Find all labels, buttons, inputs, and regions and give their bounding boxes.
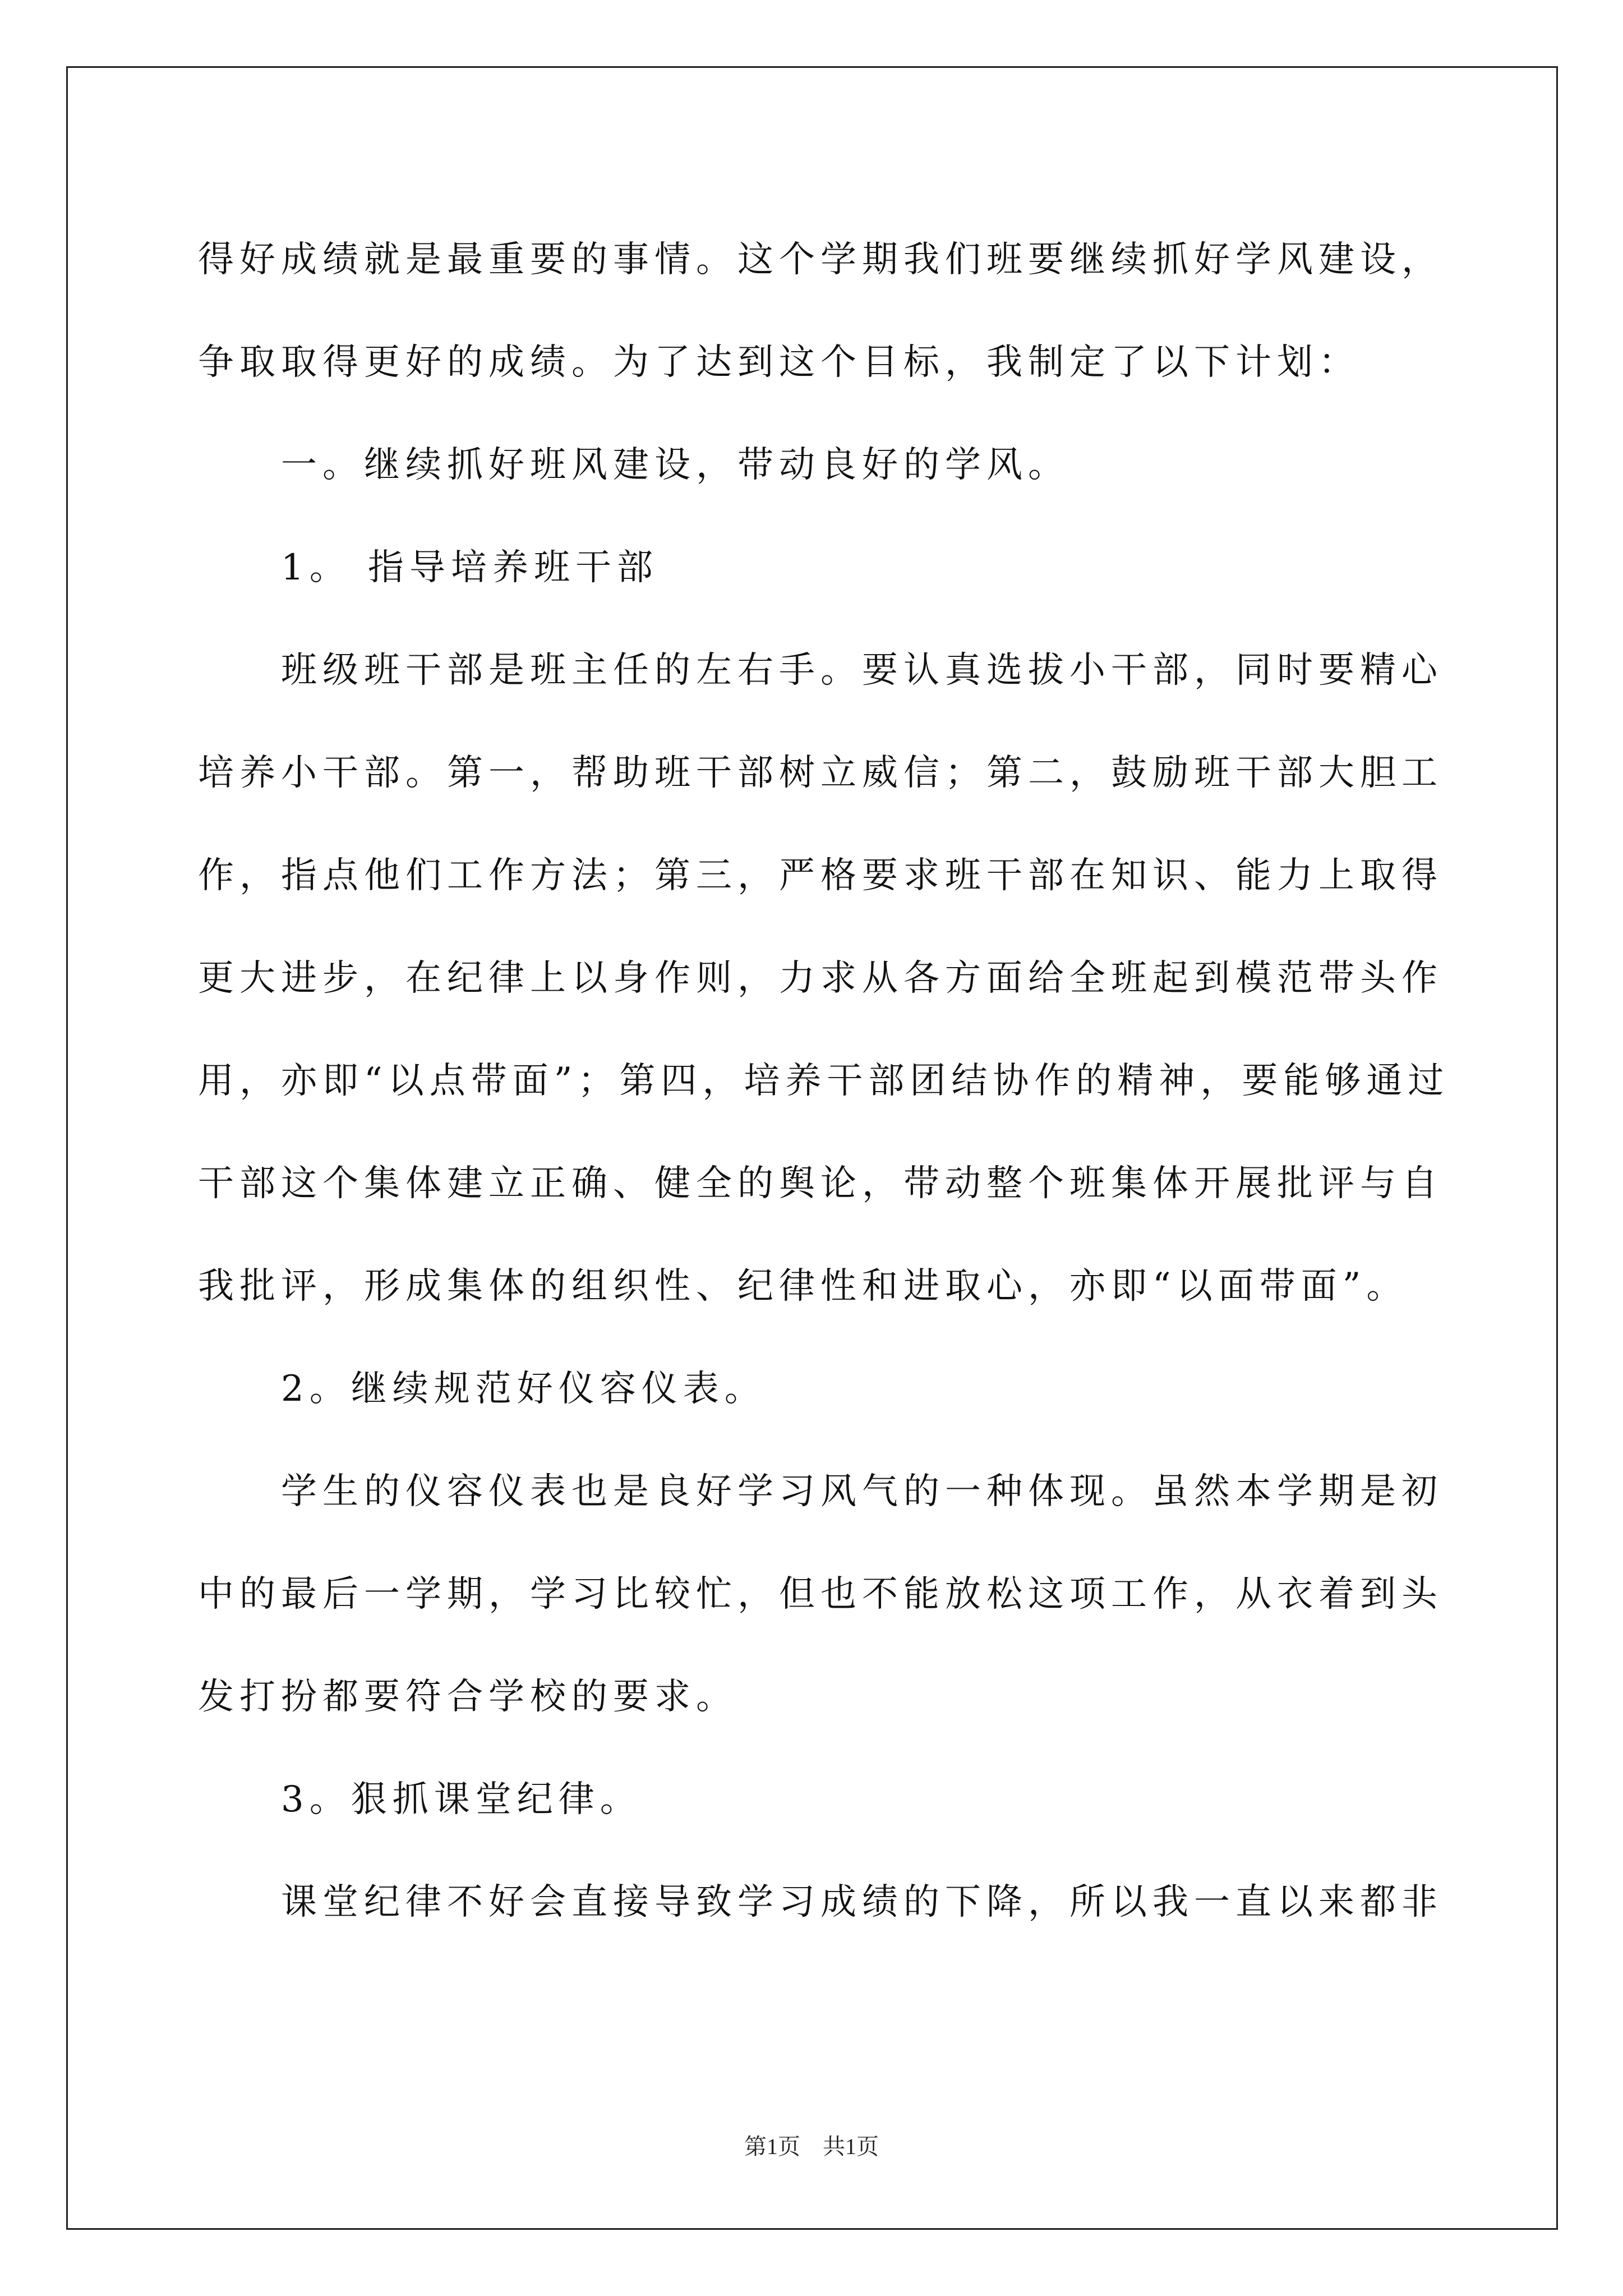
text-line: 一。继续抓好班风建设，带动良好的学风。 xyxy=(281,444,1069,486)
text-line: 学生的仪容仪表也是良好学习风气的一种体现。虽然本学期是初 xyxy=(281,1471,1443,1512)
text-line: 班级班干部是班主任的左右手。要认真选拔小干部，同时要精心 xyxy=(281,650,1443,691)
text-line: 干部这个集体建立正确、健全的舆论，带动整个班集体开展批评与自 xyxy=(198,1163,1443,1204)
text-line: 培养小干部。第一，帮助班干部树立威信；第二，鼓励班干部大胆工 xyxy=(198,752,1443,794)
text-line: 课堂纪律不好会直接导致学习成绩的下降，所以我一直以来都非 xyxy=(281,1881,1443,1923)
text-line: 2。继续规范好仪容仪表。 xyxy=(281,1368,766,1410)
text-line: 作，指点他们工作方法；第三，严格要求班干部在知识、能力上取得 xyxy=(198,855,1443,896)
text-line: 发打扮都要符合学校的要求。 xyxy=(198,1676,737,1718)
document-body xyxy=(198,209,1450,1954)
text-line: 中的最后一学期，学习比较忙，但也不能放松这项工作，从衣着到头 xyxy=(198,1573,1443,1615)
text-line: 争取取得更好的成绩。为了达到这个目标，我制定了以下计划： xyxy=(198,342,1360,383)
text-line: 更大进步，在纪律上以身作则，力求从各方面给全班起到模范带头作 xyxy=(198,958,1443,999)
text-line: 得好成绩就是最重要的事情。这个学期我们班要继续抓好学风建设， xyxy=(198,239,1443,280)
page-footer: 第1页 共1页 xyxy=(744,2134,879,2159)
text-line: 3。狠抓课堂纪律。 xyxy=(281,1779,642,1820)
text-line: 用，亦即“以点带面”；第四，培养干部团结协作的精神，要能够通过 xyxy=(198,1060,1450,1102)
text-line: 1。 指导培养班干部 xyxy=(281,547,659,588)
text-line: 我批评，形成集体的组织性、纪律性和进取心，亦即“以面带面”。 xyxy=(198,1266,1408,1307)
